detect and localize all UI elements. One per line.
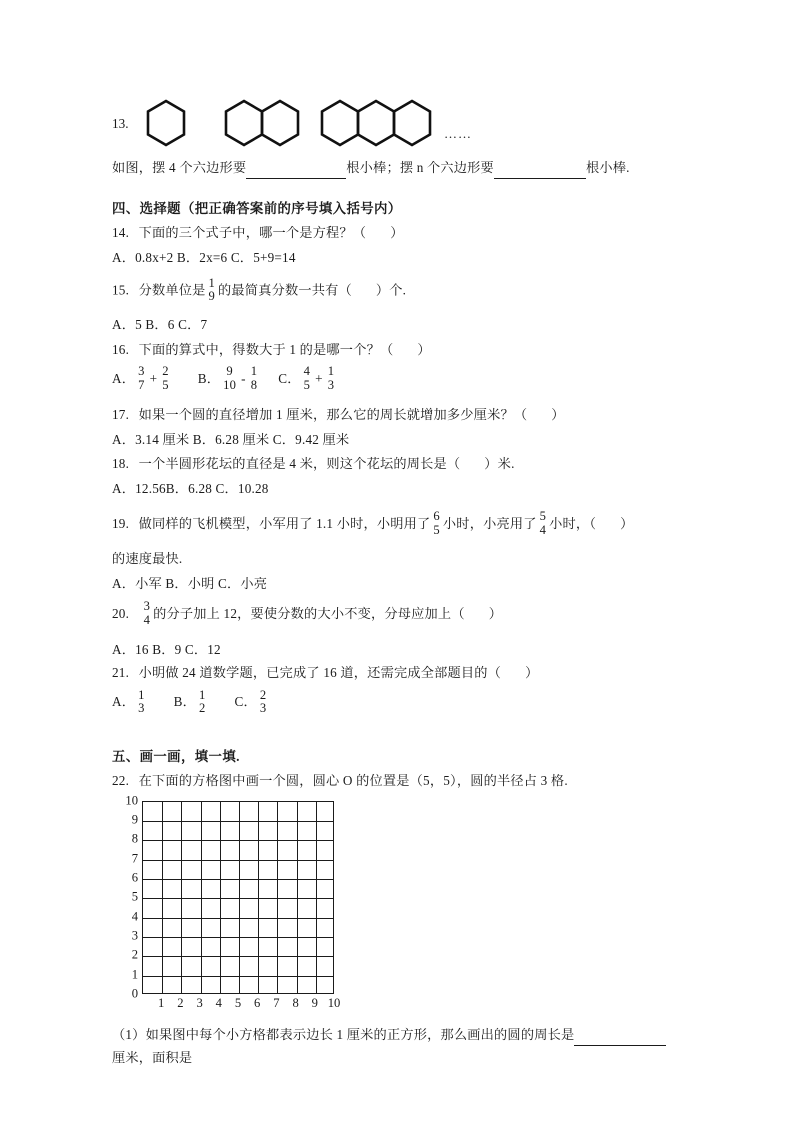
question-18-text: 一个半圆形花坛的直径是 4 米，则这个花坛的周长是（ xyxy=(138,456,461,472)
question-21-text: 小明做 24 道数学题，已完成了 16 道，还需完成全部题目的（ xyxy=(138,665,502,681)
question-20-options: A．16 B．9 C．12 xyxy=(112,641,221,657)
fraction-denominator: 3 xyxy=(259,701,267,716)
question-22-stem xyxy=(112,771,690,791)
x-tick-6: 6 xyxy=(254,995,261,1010)
grid-hline-1 xyxy=(143,976,333,977)
grid-vline-5 xyxy=(239,802,240,993)
y-tick-4: 4 xyxy=(131,909,138,924)
y-tick-8: 8 xyxy=(131,832,138,847)
grid-hline-3 xyxy=(143,937,333,938)
question-19-text-b: 小时，小亮用了 xyxy=(442,515,537,531)
option-b-fraction-1 xyxy=(222,365,237,392)
question-14-text: 下面的三个式子中，哪一个是方程？（ xyxy=(138,224,367,240)
question-14-stem xyxy=(112,223,690,243)
grid-hline-2 xyxy=(143,956,333,957)
question-13-blank-1[interactable] xyxy=(246,158,346,179)
grid-vline-1 xyxy=(162,802,163,993)
fraction-denominator: 4 xyxy=(143,612,151,627)
option-a-fraction-1 xyxy=(137,365,146,392)
fraction-numerator: 1 xyxy=(250,364,258,379)
question-19-stem xyxy=(112,509,690,539)
fraction-denominator: 5 xyxy=(162,377,169,392)
question-16-text: 下面的算式中，得数大于 1 的是哪一个？（ xyxy=(138,341,394,357)
fraction-numerator: 5 xyxy=(539,509,547,524)
grid-plot-area xyxy=(142,801,334,994)
grid-vline-8 xyxy=(297,802,298,993)
y-tick-0: 0 xyxy=(131,986,138,1001)
option-c-label: C． xyxy=(278,370,301,386)
fraction-numerator: 2 xyxy=(162,364,169,379)
y-tick-5: 5 xyxy=(131,890,138,905)
question-18-stem xyxy=(112,454,690,474)
grid-x-axis-labels xyxy=(142,995,341,1017)
x-tick-10: 10 xyxy=(327,995,341,1010)
section-5-heading: 五、画一画，填一填. xyxy=(112,748,240,764)
question-18-number: 18. xyxy=(112,456,130,472)
option-c-operator: + xyxy=(315,370,323,386)
question-15-options: A．5 B．6 C．7 xyxy=(112,317,208,333)
question-18-options: A．12.56B．6.28 C．10.28 xyxy=(112,480,269,496)
question-16-number: 16. xyxy=(112,341,130,357)
fraction-denominator: 7 xyxy=(138,377,145,392)
x-tick-4: 4 xyxy=(215,995,222,1010)
grid-hline-9 xyxy=(143,821,333,822)
question-16-stem xyxy=(112,340,690,360)
question-13-prompt-part3: 根小棒. xyxy=(585,160,630,175)
question-22-sub1 xyxy=(112,1025,690,1046)
x-tick-8: 8 xyxy=(292,995,299,1010)
fraction-denominator: 5 xyxy=(303,377,311,392)
fraction-numerator: 3 xyxy=(138,364,145,379)
question-17-number: 17. xyxy=(112,407,130,423)
question-20-number: 20. xyxy=(112,605,130,621)
question-17-options: A．3.14 厘米 B．6.28 厘米 C．9.42 厘米 xyxy=(112,432,350,448)
question-14-number: 14. xyxy=(112,224,130,240)
question-20-fraction xyxy=(143,600,152,627)
grid-y-axis-labels xyxy=(112,793,138,1001)
question-19-stem-line2: 的速度最快. xyxy=(112,551,183,567)
question-13-prompt xyxy=(112,158,690,179)
option-c-fraction xyxy=(259,689,268,716)
grid-hline-4 xyxy=(143,918,333,919)
fraction-numerator: 1 xyxy=(208,276,216,290)
option-b-fraction xyxy=(198,689,207,716)
question-19-fraction-2 xyxy=(539,510,548,537)
grid-vline-2 xyxy=(181,802,182,993)
y-tick-6: 6 xyxy=(131,870,138,885)
question-22-sub1-line2: 厘米，面积是 xyxy=(112,1049,193,1065)
question-16-paren-close: ） xyxy=(417,341,431,357)
y-tick-1: 1 xyxy=(131,967,138,982)
question-13-prompt-part2: 根小棒；摆 n 个六边形要 xyxy=(346,160,494,175)
question-20-stem xyxy=(112,599,690,629)
coordinate-grid-figure xyxy=(112,793,352,1019)
section-4-heading: 四、选择题（把正确答案前的序号填入括号内） xyxy=(112,200,402,216)
option-a-fraction xyxy=(137,689,146,716)
fraction-denominator: 9 xyxy=(208,289,216,304)
grid-vline-6 xyxy=(258,802,259,993)
question-17-paren-close: ） xyxy=(551,407,565,423)
pattern-continues-ellipsis: …… xyxy=(444,126,472,141)
question-19-paren-close: ） xyxy=(620,515,634,531)
question-15-number: 15. xyxy=(112,282,130,298)
question-21-options xyxy=(112,687,690,717)
fraction-numerator: 1 xyxy=(138,687,145,702)
question-22-sub1-text-a: （1）如果图中每个小方格都表示边长 1 厘米的正方形，那么画出的圆的周长是 xyxy=(112,1026,575,1042)
question-19-number: 19. xyxy=(112,515,130,531)
question-22-blank-1[interactable] xyxy=(574,1025,666,1046)
question-15-text-a: 分数单位是 xyxy=(138,282,206,298)
fraction-denominator: 8 xyxy=(250,377,258,392)
grid-hline-8 xyxy=(143,840,333,841)
fraction-denominator: 10 xyxy=(223,377,237,392)
question-17-text: 如果一个圆的直径增加 1 厘米，那么它的周长就增加多少厘米？（ xyxy=(138,407,528,423)
option-a-label: A． xyxy=(112,694,136,710)
question-14-paren-close: ） xyxy=(390,224,404,240)
question-13-number: 13. xyxy=(112,116,129,131)
question-22-number: 22. xyxy=(112,773,130,789)
question-19-text-a: 做同样的飞机模型，小军用了 1.1 小时，小明用了 xyxy=(138,515,431,531)
x-tick-9: 9 xyxy=(311,995,318,1010)
x-tick-3: 3 xyxy=(196,995,203,1010)
option-b-operator: - xyxy=(241,370,246,386)
page-content xyxy=(112,96,690,1067)
y-tick-3: 3 xyxy=(131,928,138,943)
question-16-options xyxy=(112,364,690,394)
hexagon-group-3 xyxy=(318,98,434,148)
question-15-paren-close: ）个. xyxy=(375,282,407,298)
hexagon-group-1 xyxy=(144,98,188,148)
option-a-operator: + xyxy=(149,370,158,386)
question-13-blank-2[interactable] xyxy=(494,158,586,179)
fraction-denominator: 3 xyxy=(138,701,145,716)
grid-hline-6 xyxy=(143,879,333,880)
y-tick-2: 2 xyxy=(131,947,138,962)
y-tick-7: 7 xyxy=(131,851,138,866)
grid-hline-5 xyxy=(143,898,333,899)
x-tick-5: 5 xyxy=(234,995,242,1010)
question-13-figure-block xyxy=(112,96,690,154)
fraction-numerator: 6 xyxy=(433,509,440,524)
question-15-text-b: 的最简真分数一共有（ xyxy=(218,282,352,298)
fraction-denominator: 5 xyxy=(433,522,440,537)
question-20-text: 的分子加上 12，要使分数的大小不变，分母应加上（ xyxy=(153,605,465,621)
question-14-options: A．0.8x+2 B．2x=6 C．5+9=14 xyxy=(112,249,296,265)
fraction-numerator: 1 xyxy=(199,687,206,702)
question-15-fraction xyxy=(208,277,217,304)
y-tick-9: 9 xyxy=(131,812,138,827)
x-tick-2: 2 xyxy=(177,995,184,1010)
fraction-numerator: 1 xyxy=(327,364,335,379)
question-13-prompt-part1: 如图，摆 4 个六边形要 xyxy=(112,160,247,175)
question-20-paren-close: ） xyxy=(488,605,503,621)
fraction-denominator: 4 xyxy=(539,522,547,537)
grid-hline-7 xyxy=(143,860,333,861)
option-c-label: C． xyxy=(234,694,257,710)
option-b-fraction-2 xyxy=(250,365,259,392)
grid-vline-4 xyxy=(220,802,221,993)
option-c-fraction-2 xyxy=(327,365,336,392)
grid-vline-9 xyxy=(316,802,317,993)
question-19-options: A．小军 B．小明 C．小亮 xyxy=(112,576,268,592)
option-b-label: B． xyxy=(197,370,221,386)
option-a-fraction-2 xyxy=(161,365,170,392)
hexagon-group-2 xyxy=(222,98,302,148)
question-15-stem xyxy=(112,276,690,306)
option-c-fraction-1 xyxy=(303,365,312,392)
y-tick-10: 10 xyxy=(125,793,138,808)
question-18-paren-close: ）米. xyxy=(484,456,515,472)
question-19-text-c: 小时，（ xyxy=(549,515,597,531)
question-21-number: 21. xyxy=(112,665,130,681)
fraction-numerator: 9 xyxy=(226,364,233,379)
question-21-paren-close: ） xyxy=(525,665,539,681)
grid-vline-7 xyxy=(277,802,278,993)
fraction-numerator: 4 xyxy=(303,364,311,379)
option-a-label: A． xyxy=(112,370,136,386)
fraction-denominator: 3 xyxy=(327,377,335,392)
x-tick-7: 7 xyxy=(273,995,280,1010)
x-tick-1: 1 xyxy=(158,995,165,1010)
fraction-numerator: 3 xyxy=(143,599,151,614)
grid-vline-3 xyxy=(201,802,202,993)
fraction-denominator: 2 xyxy=(199,701,206,716)
question-19-fraction-1 xyxy=(432,510,441,537)
option-b-label: B． xyxy=(173,694,197,710)
question-22-text: 在下面的方格图中画一个圆，圆心 O 的位置是（5，5），圆的半径占 3 格. xyxy=(138,773,568,789)
fraction-numerator: 2 xyxy=(259,687,267,702)
question-21-stem xyxy=(112,663,690,683)
question-17-stem xyxy=(112,405,690,425)
